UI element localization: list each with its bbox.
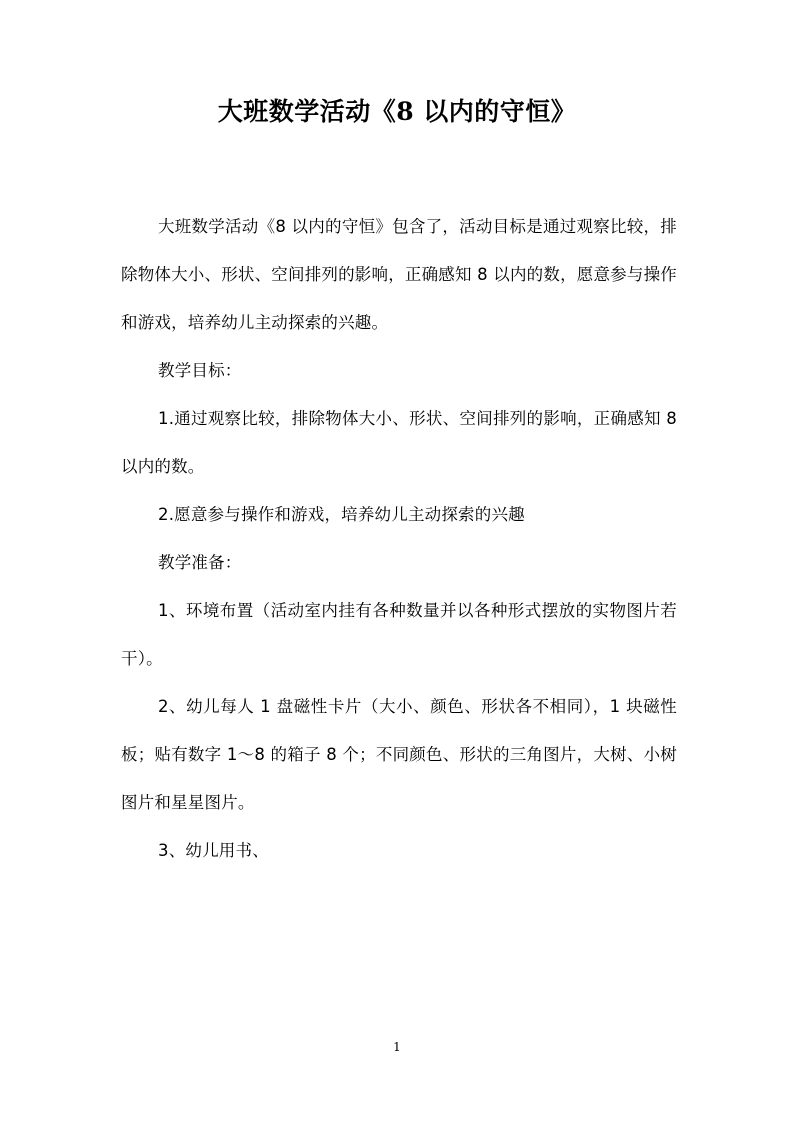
goal-item-2: 2.愿意参与操作和游戏，培养幼儿主动探索的兴趣 bbox=[158, 505, 525, 524]
preparation-item-1: 1、环境布置（活动室内挂有各种数量并以各种形式摆放的实物图片若干）。 bbox=[121, 601, 677, 668]
preparation-item-2: 2、幼儿每人 1 盘磁性卡片（大小、颜色、形状各不相同），1 块磁性板；贴有数字 1～8 的箱子 8 个；不同颜色、形状的三角图片，大树、小树图片和星星图片。 bbox=[121, 697, 677, 812]
goal-item-1: 1.通过观察比较，排除物体大小、形状、空间排列的影响，正确感知 8 以内的数。 bbox=[121, 409, 677, 476]
preparation-heading: 教学准备： bbox=[158, 553, 242, 572]
preparation-item-3: 3、幼儿用书、 bbox=[158, 841, 269, 860]
intro-paragraph: 大班数学活动《8 以内的守恒》包含了，活动目标是通过观察比较，排除物体大小、形状、空间排列的影响，正确感知 8 以内的数，愿意参与操作和游戏，培养幼儿主动探索的兴趣。 bbox=[121, 217, 677, 332]
teaching-goals-heading: 教学目标： bbox=[158, 361, 242, 380]
page-number: 1 bbox=[393, 1040, 401, 1054]
document-title: 大班数学活动《8 以内的守恒》 bbox=[217, 97, 577, 126]
document-body bbox=[121, 203, 677, 875]
